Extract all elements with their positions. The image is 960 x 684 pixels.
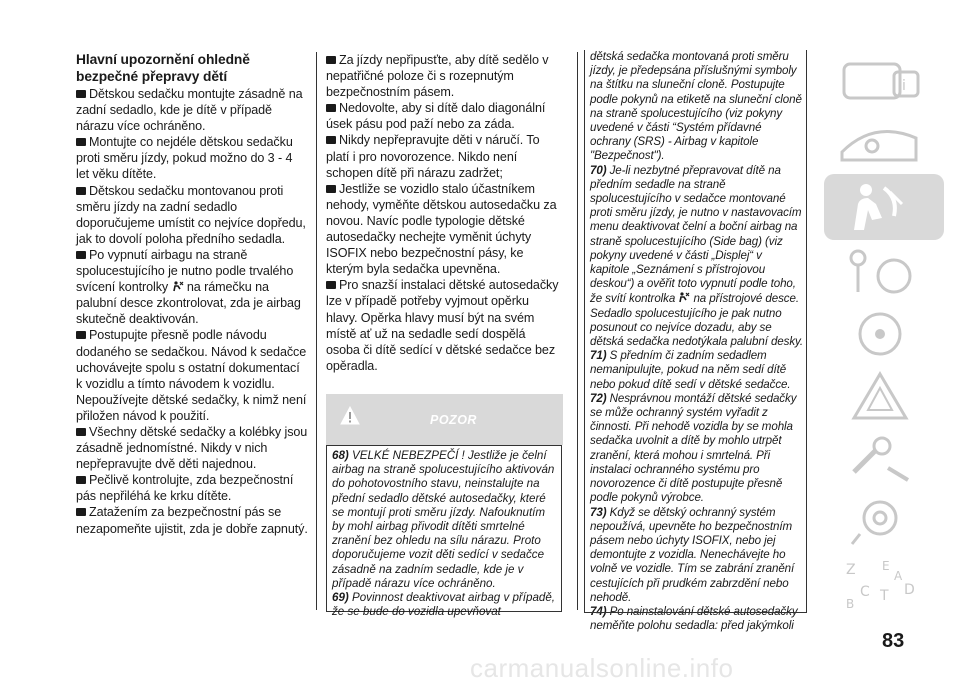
svg-text:C: C	[860, 584, 870, 600]
column-2	[326, 52, 562, 374]
bullet-marker	[76, 428, 86, 436]
bullet-marker	[76, 251, 86, 259]
warning-note: 73) Když se dětský ochranný systém nepoužívá, upevněte ho bezpečnostním pásem nebo úchyty ISOFIX, nebo jej demontujte z vozidla. Nenechávejte ho volně ve vozidle. Tím se zabrání zranění cestujících při prudkém zabrzdění nebo nehodě.	[590, 505, 795, 604]
index-icon	[824, 552, 944, 622]
warning-note: 72) Nesprávnou montáží dětské sedačky se může ochranný systém vyřadit z činnosti. Při nehodě vozidla by se mohla sedačka uvolnit a dítě by mohlo utrpět zranění, která mohou i smrtelná. Při instalaci ochranného systému pro novorozence či dítě postupujte přesně podle pokynů výrobce.	[590, 391, 797, 505]
bullet-paragraph: Montujte co nejdéle dětskou sedačku proti směru jízdy, pokud možno do 3 - 4 let věku dítěte.	[76, 135, 293, 182]
bullet-marker	[76, 476, 86, 484]
warning-triangle-icon	[340, 406, 360, 426]
svg-text:i: i	[902, 78, 906, 94]
watermark: carmanualsonline.info	[470, 653, 734, 683]
tab-starting[interactable]	[824, 242, 944, 308]
bullet-marker	[76, 508, 86, 516]
bullet-paragraph: Všechny dětské sedačky a kolébky jsou zásadně jednomístné. Nikdy v nich nepřepravujte dvě děti najednou.	[76, 424, 308, 472]
warning-title: POZOR	[430, 413, 477, 427]
tab-index[interactable]	[824, 552, 944, 618]
warning-box	[326, 445, 562, 619]
bullet-paragraph: Jestliže se vozidlo stalo účastníkem nehody, vyměňte dětskou autosedačku za novou. Navíc podle typologie dětské autosedačky nechejte vyměnit úchyty ISOFIX nebo bezpečnostní pásy, ke kterým byla sedačka upevněna.	[326, 181, 557, 277]
column-1	[76, 52, 308, 537]
bullet-paragraph: Pro snazší instalaci dětské autosedačky lze v případě potřeby vyjmout opěrku hlavy. Opěrka hlavy musí být na svém místě ať už na sedadle sedí dospělá osoba či dítě sedící v dětské sedačce bez opěradla.	[326, 278, 559, 373]
tab-dashboard[interactable]	[824, 112, 944, 178]
bullet-paragraph: Nedovolte, aby si dítě dalo diagonální úsek pásu pod paží nebo za záda.	[326, 101, 546, 132]
tab-emergency[interactable]	[824, 366, 944, 432]
bullet-paragraph: Dětskou sedačku montovanou proti směru jízdy na zadní sedadlo doporučujeme umístit co nejvíce dopředu, jak to dovolí poloha předního sedadla.	[76, 183, 306, 246]
tab-technical-data[interactable]	[824, 490, 944, 556]
bullet-marker	[76, 187, 86, 195]
svg-text:B: B	[846, 597, 855, 611]
car-info-icon	[824, 50, 944, 110]
tab-safety[interactable]	[824, 174, 944, 240]
svg-text:T: T	[880, 588, 889, 604]
airbag-off-warning-icon	[172, 280, 184, 292]
warning-continued-text: dětská sedačka montovaná proti směru jízdy, je předepsána příslušnými symboly na štítku na sluneční cloně. Postupujte podle pokynů na etiketě na sluneční cloně na straně spolucestujícího (viz pokyny uvedené v části “Systém přídavné ochrany (SRS) - Airbag v kapitole "Bezpečnost").	[590, 50, 802, 163]
seatbelt-airbag-icon	[824, 174, 944, 240]
bullet-marker	[326, 281, 336, 289]
technical-data-icon	[824, 490, 944, 550]
svg-text:D: D	[904, 582, 915, 598]
bullet-marker	[326, 136, 336, 144]
bullet-paragraph: Dětskou sedačku montujte zásadně na zadní sedadlo, kde je dítě v případě nárazu více ochráněno.	[76, 87, 303, 134]
warning-note: 69) Povinnost deaktivovat airbag v případě, že se bude do vozidla upevňovat	[332, 591, 556, 619]
tab-driving[interactable]	[824, 304, 944, 370]
warning-note: 71) S předním či zadním sedadlem nemanipulujte, pokud na něm sedí dítě nebo pokud dítě sedí v dětské sedačce.	[590, 349, 791, 391]
warning-note: 68) VELKÉ NEBEZPEČÍ ! Jestliže je čelní airbag na straně spolucestujícího aktivován do pohotovostního stavu, neinstalujte na přední sedadlo dětské autosedačky, které se montují proti směru jízdy. Nafouknutím by mohl airbag přivodit dítěti smrtelné zranění bez ohledu na sílu nárazu. Proto doporučujeme vozit děti sedící v sedačce zásadně na zadním sedadle, kde je v případě nárazu více ochráněno.	[332, 449, 555, 590]
key-start-icon	[824, 242, 944, 302]
column-divider	[577, 52, 578, 610]
warning-note: 70) Je-li nezbytné přepravovat dítě na předním sedadle na straně spolucestujícího v sedačce montované proti směru jízdy, je nutno v nastavovacím menu deaktivovat čelní a boční airbag na straně spolucestujícího (Side bag) (viz pokyny uvedené v části „Displej“ v kapitole „Seznámení s přístrojovou deskou“) a ověřit toto vypnutí podle toho, že svítí kontrolka na přístrojové desce. Sedadlo spolucestujícího je pak nutno posunout co nejvíce dozadu, aby se dětská sedačka nedotýkala palubní desky.	[590, 163, 803, 349]
bullet-marker	[76, 138, 86, 146]
maintenance-icon	[824, 428, 944, 488]
page-number: 83	[882, 630, 905, 652]
column-divider	[316, 52, 317, 610]
svg-text:Z: Z	[846, 562, 856, 578]
bullet-marker	[326, 185, 336, 193]
warning-box-continued	[584, 50, 807, 613]
bullet-marker	[76, 331, 86, 339]
bullet-paragraph: Za jízdy nepřipusťte, aby dítě sedělo v nepatřičné poloze či s rozepnutým bezpečnostním pásem.	[326, 53, 549, 100]
bullet-paragraph: Postupujte přesně podle návodu dodaného se sedačkou. Návod k sedačce uchovávejte spolu s ostatní dokumentací k vozidlu a tímto návodem k vozidlu. Nepoužívejte dětské sedačky, k nimž není přiložen návod k použití.	[76, 328, 307, 423]
svg-text:A: A	[894, 569, 903, 583]
bullet-paragraph: Zatažením za bezpečnostní pás se nezapomeňte ujistit, zda je dobře zapnutý.	[76, 505, 308, 536]
tab-car-info[interactable]	[824, 50, 944, 116]
bullet-marker	[326, 104, 336, 112]
bullet-paragraph: Pečlivě kontrolujte, zda bezpečnostní pás nepřiléhá ke krku dítěte.	[76, 473, 294, 504]
svg-text:E: E	[882, 559, 890, 573]
tab-maintenance[interactable]	[824, 428, 944, 494]
column-3	[590, 50, 804, 633]
warning-note: 74) Po nainstalování dětské autosedačky neměňte polohu sedadla: před jakýmkoli	[590, 604, 798, 633]
section-heading: Hlavní upozornění ohledně bezpečné přepravy dětí	[76, 52, 250, 84]
bullet-marker	[326, 56, 336, 64]
bullet-marker	[76, 90, 86, 98]
warning-triangle-icon	[824, 366, 944, 426]
bullet-paragraph: Po vypnutí airbagu na straně spolucestujícího je nutno podle trvalého svícení kontrolky na rámečku na palubní desce zkontrolovat, zda je airbag skutečně deaktivován.	[76, 247, 301, 327]
dashboard-icon	[824, 112, 944, 172]
bullet-paragraph: Nikdy nepřepravujte děti v náručí. To platí i pro novorozence. Nikdo není schopen dítě při nárazu zadržet;	[326, 133, 540, 180]
steering-wheel-icon	[824, 304, 944, 364]
